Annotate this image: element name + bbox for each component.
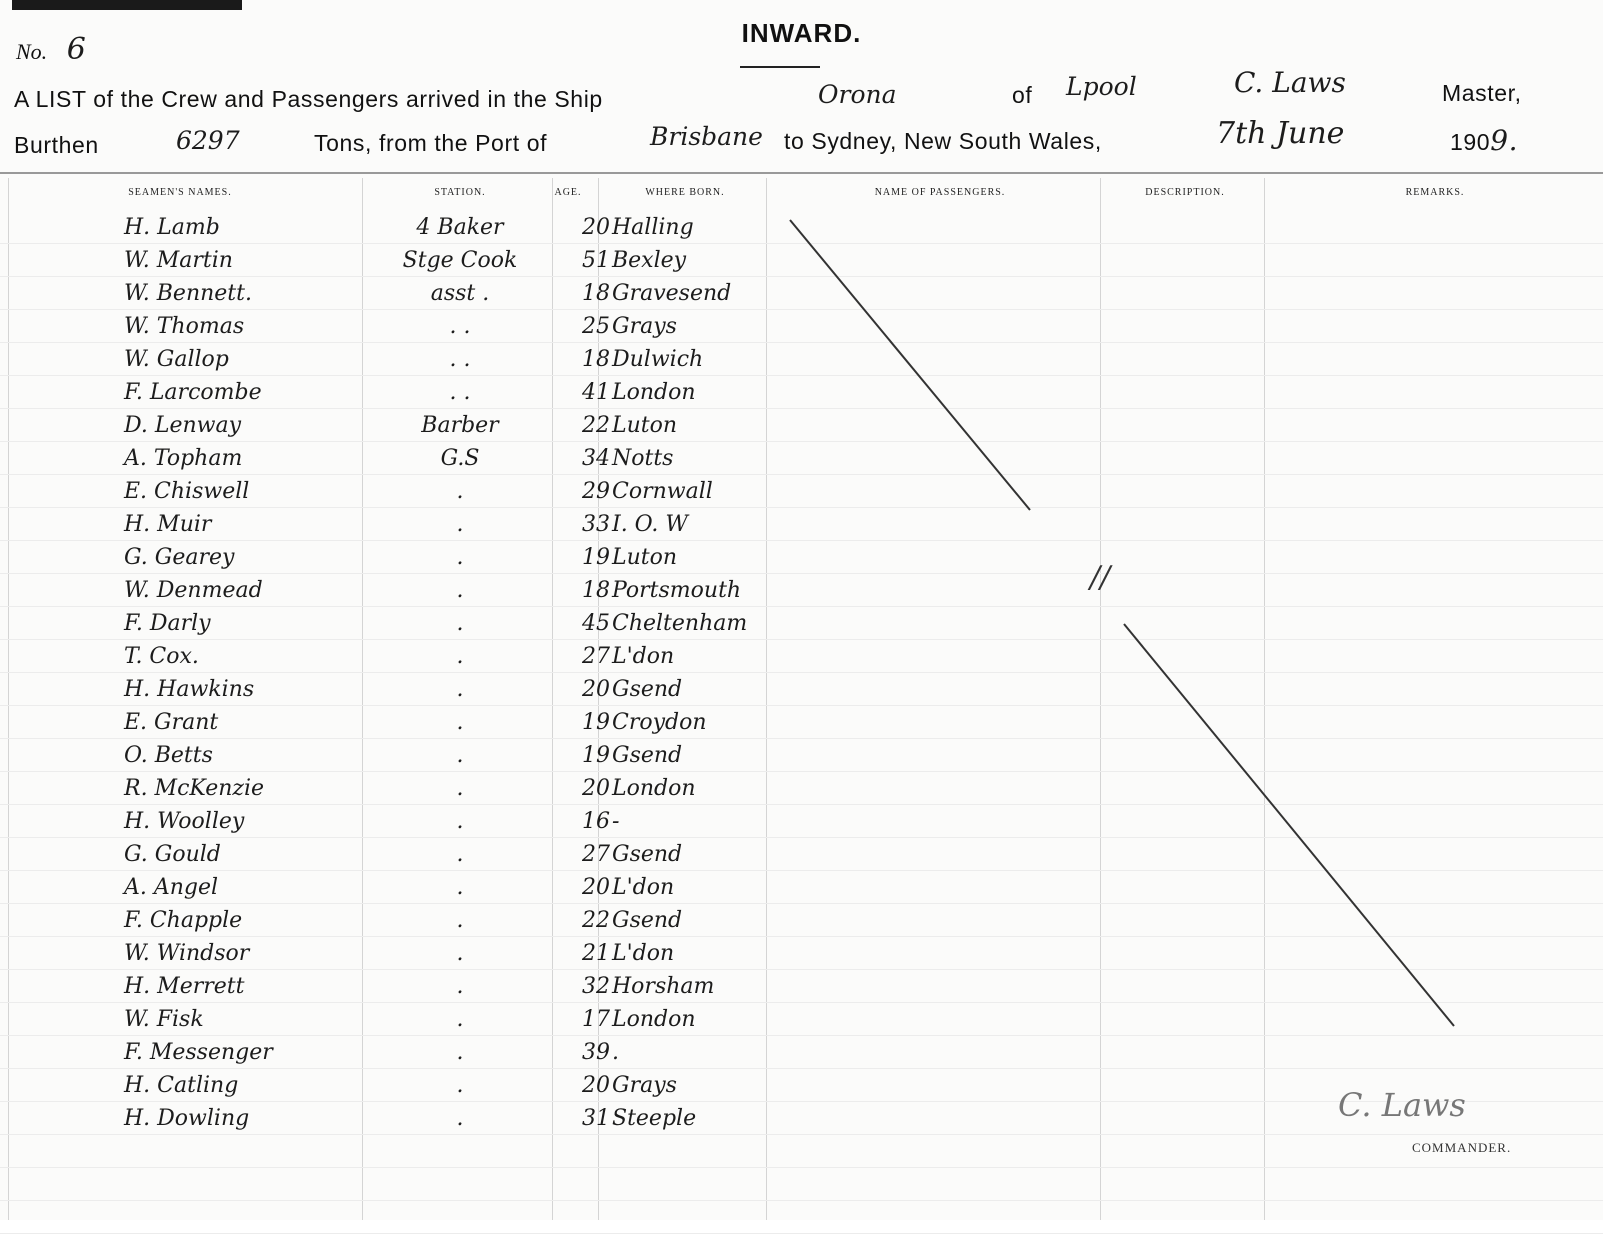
crew-station: 4 Baker <box>416 215 504 240</box>
crew-age: 51 <box>582 248 610 273</box>
crew-name: F. Messenger <box>124 1040 273 1065</box>
crew-name: F. Larcombe <box>124 380 262 405</box>
port-of-registry: Lpool <box>1066 72 1137 101</box>
crew-birthplace: I. O. W <box>612 512 689 537</box>
crew-name: H. Merrett <box>124 974 245 999</box>
column-header-seamen-names: SEAMEN'S NAMES. <box>128 187 232 198</box>
crew-name: E. Grant <box>124 710 219 735</box>
crew-station: . <box>456 974 464 999</box>
document-number-label: No. <box>16 39 48 64</box>
crew-name: H. Catling <box>124 1073 239 1098</box>
crew-birthplace: L'don <box>612 941 675 966</box>
crew-station: . <box>456 776 464 801</box>
crew-station: . <box>456 611 464 636</box>
crew-name: F. Darly <box>124 611 211 636</box>
column-header-remarks: REMARKS. <box>1405 187 1465 198</box>
crew-name: E. Chiswell <box>124 479 250 504</box>
crew-name: H. Woolley <box>124 809 245 834</box>
crew-name: T. Cox. <box>124 644 199 669</box>
crew-age: 20 <box>582 677 610 702</box>
column-header-passengers: NAME OF PASSENGERS. <box>874 187 1006 198</box>
crew-age: 20 <box>582 215 610 240</box>
year-printed: 190 <box>1450 129 1491 155</box>
crew-station: Barber <box>421 413 499 438</box>
crew-birthplace: - <box>612 809 620 834</box>
crew-name: R. McKenzie <box>124 776 265 801</box>
crew-age: 31 <box>582 1106 610 1131</box>
crew-station: . . <box>449 347 471 372</box>
crew-age: 18 <box>582 578 610 603</box>
crew-birthplace: Dulwich <box>612 347 704 372</box>
crew-age: 21 <box>582 941 610 966</box>
crew-station: . <box>456 578 464 603</box>
crew-birthplace: Cornwall <box>612 479 713 504</box>
crew-age: 33 <box>582 512 610 537</box>
crew-name: O. Betts <box>124 743 213 768</box>
crew-age: 27 <box>582 842 610 867</box>
crew-birthplace: Croydon <box>612 710 707 735</box>
destination-label: to Sydney, New South Wales, <box>784 128 1102 154</box>
crew-birthplace: Gsend <box>612 908 683 933</box>
crew-birthplace: Luton <box>612 545 678 570</box>
crew-birthplace: L'don <box>612 875 675 900</box>
column-header-age: AGE. <box>554 187 582 198</box>
arrival-date: 7th June <box>1216 116 1345 151</box>
column-header-where-born: WHERE BORN. <box>645 187 725 198</box>
crew-age: 22 <box>582 908 610 933</box>
crew-station: . . <box>449 314 471 339</box>
crew-age: 25 <box>582 314 610 339</box>
crew-name: H. Muir <box>124 512 212 537</box>
crew-station: asst . <box>430 281 490 306</box>
crew-age: 20 <box>582 776 610 801</box>
crew-birthplace: L'don <box>612 644 675 669</box>
master-name: C. Laws <box>1234 66 1346 99</box>
burthen-label: Burthen <box>14 132 99 158</box>
crew-station: . <box>456 1106 464 1131</box>
commander-signature: C. Laws <box>1338 1086 1466 1124</box>
crew-age: 39 <box>582 1040 610 1065</box>
crew-station: G.S <box>440 446 480 471</box>
crew-age: 18 <box>582 281 610 306</box>
crew-age: 27 <box>582 644 610 669</box>
crew-birthplace: Grays <box>612 1073 677 1098</box>
crew-name: D. Lenway <box>124 413 242 438</box>
crew-birthplace: Luton <box>612 413 678 438</box>
crew-age: 16 <box>582 809 610 834</box>
crew-age: 34 <box>582 446 610 471</box>
crew-station: . <box>456 644 464 669</box>
crew-birthplace: Grays <box>612 314 677 339</box>
crew-name: A. Topham <box>124 446 243 471</box>
crew-station: . <box>456 710 464 735</box>
year-handwritten: 9. <box>1490 124 1519 157</box>
crew-birthplace: . <box>612 1040 619 1065</box>
crew-birthplace: Portsmouth <box>612 578 742 603</box>
crew-station: . <box>456 677 464 702</box>
commander-label: COMMANDER. <box>1412 1140 1512 1155</box>
crew-name: H. Dowling <box>124 1106 250 1131</box>
crew-name: G. Gearey <box>124 545 235 570</box>
crew-station: . <box>456 908 464 933</box>
crew-birthplace: Halling <box>612 215 694 240</box>
crew-birthplace: Steeple <box>612 1106 697 1131</box>
crew-station: Stge Cook <box>402 248 518 273</box>
crew-birthplace: Horsham <box>612 974 715 999</box>
ship-name: Orona <box>818 80 897 109</box>
crew-age: 32 <box>582 974 610 999</box>
crew-birthplace: Gsend <box>612 743 683 768</box>
burthen-value: 6297 <box>176 126 240 155</box>
crew-age: 19 <box>582 743 610 768</box>
crew-age: 18 <box>582 347 610 372</box>
crew-station: . <box>456 1073 464 1098</box>
crew-age: 20 <box>582 1073 610 1098</box>
crew-name: W. Bennett. <box>124 281 252 306</box>
tons-from-label: Tons, from the Port of <box>314 130 548 156</box>
crew-name: W. Windsor <box>124 941 250 966</box>
crew-station: . <box>456 1040 464 1065</box>
crew-birthplace: London <box>612 776 696 801</box>
crew-name: W. Martin <box>124 248 233 273</box>
passengers-strike-line <box>790 220 1030 510</box>
list-heading-text: A LIST of the Crew and Passengers arrived in the Ship <box>14 86 603 112</box>
crew-birthplace: London <box>612 1007 696 1032</box>
crew-station: . <box>456 743 464 768</box>
crew-age: 22 <box>582 413 610 438</box>
crew-station: . <box>456 809 464 834</box>
crew-station: . <box>456 842 464 867</box>
crew-name: W. Denmead <box>124 578 263 603</box>
crew-age: 29 <box>582 479 610 504</box>
column-header-description: DESCRIPTION. <box>1145 187 1225 198</box>
remarks-strike-line <box>1124 624 1454 1026</box>
crew-age: 19 <box>582 545 610 570</box>
crew-name: F. Chapple <box>124 908 243 933</box>
master-label: Master, <box>1442 80 1522 106</box>
crew-birthplace: Gsend <box>612 677 683 702</box>
crew-age: 19 <box>582 710 610 735</box>
page-title: INWARD. <box>741 18 862 48</box>
crew-birthplace: Notts <box>612 446 674 471</box>
crew-birthplace: Bexley <box>612 248 687 273</box>
crew-name: H. Hawkins <box>124 677 255 702</box>
document-number-value: 6 <box>66 32 86 67</box>
crew-birthplace: Cheltenham <box>612 611 748 636</box>
crew-station: . <box>456 1007 464 1032</box>
of-label: of <box>1012 82 1033 108</box>
crew-birthplace: London <box>612 380 696 405</box>
crew-age: 20 <box>582 875 610 900</box>
crew-age: 41 <box>582 380 610 405</box>
crew-name: A. Angel <box>124 875 219 900</box>
crew-station: . <box>456 512 464 537</box>
crew-age: 45 <box>582 611 610 636</box>
crew-station: . <box>456 875 464 900</box>
crew-birthplace: Gsend <box>612 842 683 867</box>
crew-name: G. Gould <box>124 842 221 867</box>
crew-name: W. Thomas <box>124 314 245 339</box>
margin-tick-mark: // <box>1090 560 1111 595</box>
from-port: Brisbane <box>650 122 763 151</box>
crew-name: W. Fisk <box>124 1007 204 1032</box>
crew-name: W. Gallop <box>124 347 229 372</box>
crew-station: . <box>456 941 464 966</box>
crew-station: . <box>456 479 464 504</box>
crew-station: . . <box>449 380 471 405</box>
crew-name: H. Lamb <box>124 215 220 240</box>
column-header-station: STATION. <box>434 187 486 198</box>
crew-station: . <box>456 545 464 570</box>
crew-age: 17 <box>582 1007 610 1032</box>
crew-birthplace: Gravesend <box>612 281 732 306</box>
